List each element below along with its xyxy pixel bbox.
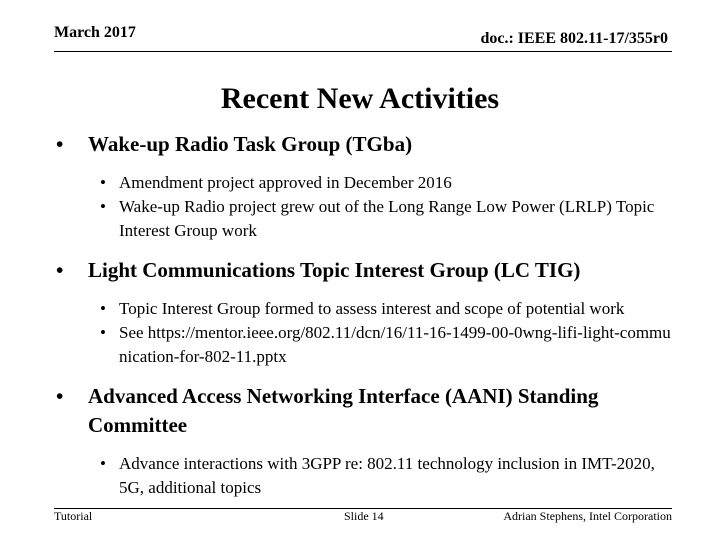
bullet-wake-up-radio: [56, 130, 676, 159]
header-date: March 2017: [54, 24, 136, 41]
bullet-aani: [56, 382, 676, 440]
footer-author: Adrian Stephens, Intel Corporation: [503, 509, 672, 523]
bullet-text: Advanced Access Networking Interface (AANI) Standing Committee: [88, 384, 599, 437]
bullet-glyph: •: [56, 132, 64, 156]
sub-bullet-glyph: •: [100, 299, 106, 318]
sub-bullet-glyph: •: [100, 323, 106, 342]
sub-bullet: [100, 297, 676, 321]
sub-bullet-text: Advance interactions with 3GPP re: 802.11 technology inclusion in IMT-2020, 5G, additional topics: [119, 454, 655, 497]
sub-bullet-link: See https://mentor.ieee.org/802.11/dcn/16/11-16-1499-00-0wng-lifi-light-communication-for-802-11.pptx: [119, 323, 671, 366]
bullet-glyph: •: [56, 384, 64, 408]
bullet-text: Wake-up Radio Task Group (TGba): [88, 132, 413, 156]
sub-bullet-text: Amendment project approved in December 2016: [119, 173, 452, 192]
footer-slide-number: Slide 14: [344, 509, 384, 523]
header-divider: [54, 51, 672, 52]
sub-bullet-glyph: •: [100, 454, 106, 473]
sub-bullet-text: Topic Interest Group formed to assess interest and scope of potential work: [119, 299, 625, 318]
sub-bullet-glyph: •: [100, 173, 106, 192]
header-doc-id: doc.: IEEE 802.11-17/355r0: [480, 30, 668, 47]
sub-bullet-text: Wake-up Radio project grew out of the Long Range Low Power (LRLP) Topic Interest Group work: [119, 197, 655, 240]
slide-title: Recent New Activities: [220, 82, 500, 115]
sub-bullet: [100, 321, 676, 369]
sub-bullet: [100, 195, 676, 243]
bullet-text: Light Communications Topic Interest Group (LC TIG): [88, 258, 581, 282]
sub-bullet-glyph: •: [100, 197, 106, 216]
sub-bullet: [100, 452, 676, 500]
slide-body: [56, 130, 676, 500]
bullet-glyph: •: [56, 258, 64, 282]
bullet-light-communications: [56, 256, 676, 285]
footer-left: Tutorial: [54, 509, 93, 523]
sub-bullet: [100, 171, 676, 195]
